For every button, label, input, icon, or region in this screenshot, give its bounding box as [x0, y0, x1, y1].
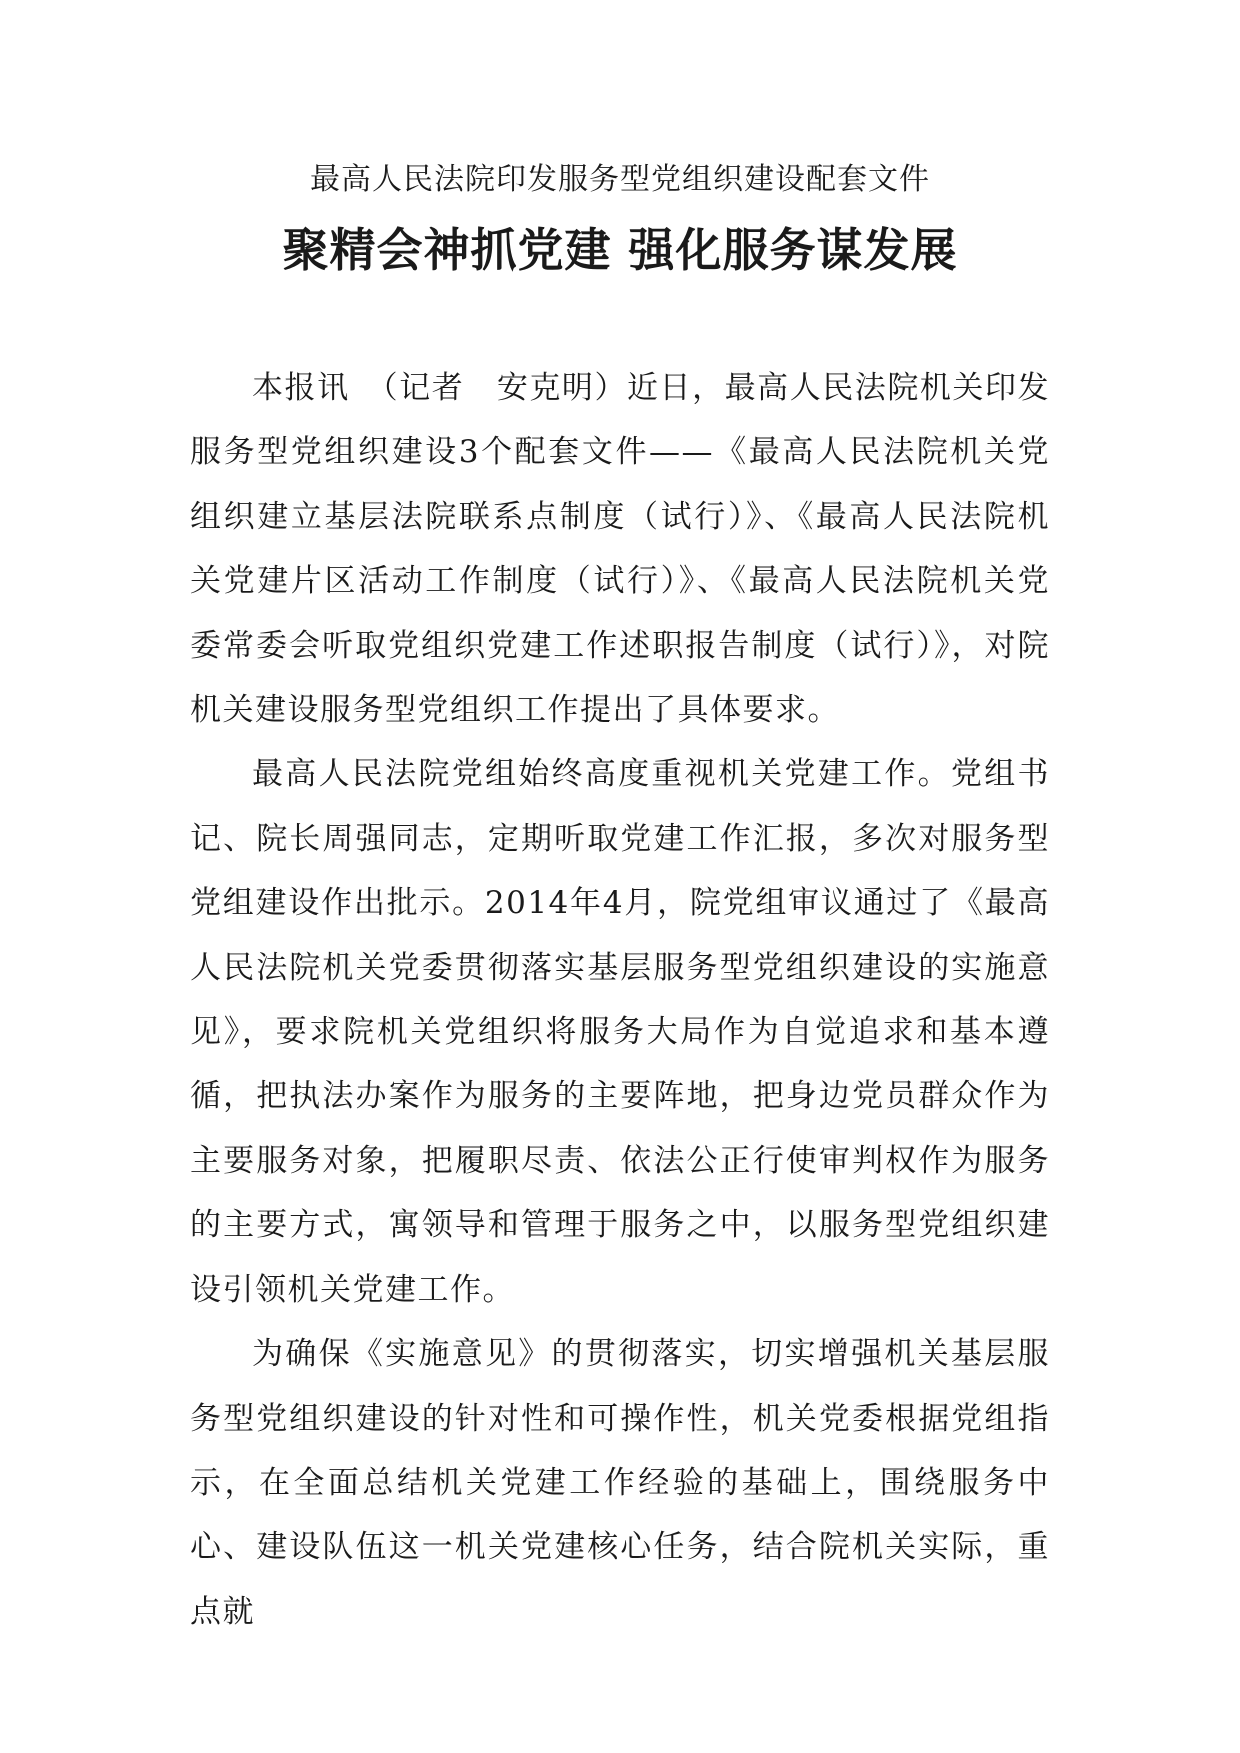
article-body — [190, 356, 1050, 1644]
paragraph-2: 最高人民法院党组始终高度重视机关党建工作。党组书记、院长周强同志，定期听取党建工作汇报，多次对服务型党组建设作出批示。2014年4月，院党组审议通过了《最高人民法院机关党委贯彻落实基层服务型党组织建设的实施意见》，要求院机关党组织将服务大局作为自觉追求和基本遵循，把执法办案作为服务的主要阵地，把身边党员群众作为主要服务对象，把履职尽责、依法公正行使审判权作为服务的主要方式，寓领导和管理于服务之中，以服务型党组织建设引领机关党建工作。 — [190, 756, 1050, 1308]
paragraph-1: 本报讯 （记者 安克明）近日，最高人民法院机关印发服务型党组织建设3个配套文件——《最高人民法院机关党组织建立基层法院联系点制度（试行）》、《最高人民法院机关党建片区活动工作制度（试行）》、《最高人民法院机关党委常委会听取党组织党建工作述职报告制度（试行）》，对院机关建设服务型党组织工作提出了具体要求。 — [190, 370, 1050, 729]
article-subtitle: 最高人民法院印发服务型党组织建设配套文件 — [310, 162, 930, 197]
paragraph-3: 为确保《实施意见》的贯彻落实，切实增强机关基层服务型党组织建设的针对性和可操作性，机关党委根据党组指示，在全面总结机关党建工作经验的基础上，围绕服务中心、建设队伍这一机关党建核心任务，结合院机关实际，重点就 — [190, 1336, 1050, 1630]
article-headline: 聚精会神抓党建 强化服务谋发展 — [282, 223, 958, 277]
